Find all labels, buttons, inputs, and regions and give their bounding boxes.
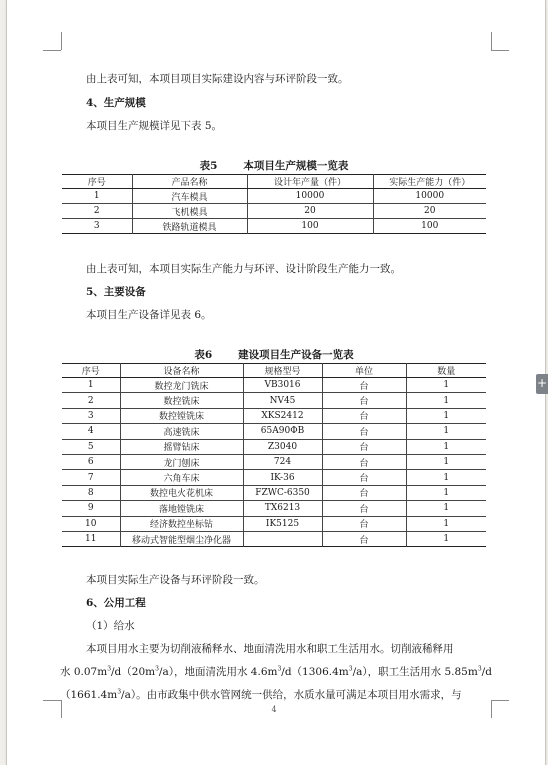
table-cell: 台 [322, 454, 406, 469]
table-cell: 铁路轨道模具 [132, 219, 247, 234]
table-cell: 六角车床 [120, 470, 243, 485]
table5-caption-number: 表5 [199, 160, 218, 172]
table-cell: 经济数控坐标钻 [120, 516, 243, 531]
table-cell: VB3016 [243, 378, 322, 393]
table5-header-row [62, 175, 486, 189]
table-cell: 台 [322, 378, 406, 393]
table-cell: 台 [322, 485, 406, 500]
table-cell: 高速铣床 [120, 424, 243, 439]
table-cell: 1 [406, 424, 486, 439]
table-cell: 台 [322, 393, 406, 408]
crop-mark-top-right-v [491, 32, 492, 50]
superscript: 3 [117, 688, 122, 696]
paragraph-equipment-consistency: 本项目实际生产设备与环评阶段一致。 [86, 574, 265, 586]
table-cell: 数控电火花机床 [120, 485, 243, 500]
table-cell: 3 [62, 408, 120, 423]
text-run: /a）。由市政集中供水管网统一供给，水质水量可满足本项目用水需求，与 [121, 689, 462, 701]
crop-mark-top-left-v [61, 32, 62, 50]
table6-caption-title: 建设项目生产设备一览表 [238, 349, 354, 361]
expand-panel-button[interactable]: + [536, 374, 548, 394]
table-cell: 台 [322, 408, 406, 423]
table-cell: 飞机模具 [132, 204, 247, 219]
table-cell: 724 [243, 454, 322, 469]
table-cell: 8 [62, 485, 120, 500]
table6-caption [60, 347, 488, 362]
paragraph-equipment-ref: 本项目生产设备详见表 6。 [86, 309, 212, 321]
paragraph-content-consistency: 由上表可知，本项目项目实际建设内容与环评阶段一致。 [86, 73, 349, 85]
heading-production-scale: 4、生产规模 [86, 97, 146, 109]
table-row [62, 204, 486, 219]
heading-main-equipment: 5、主要设备 [86, 286, 146, 298]
table-cell: 10 [62, 516, 120, 531]
paragraph-water-usage-cont [60, 665, 492, 679]
superscript: 3 [277, 665, 282, 673]
table-cell: 1 [406, 378, 486, 393]
crop-mark-top-left-h [43, 50, 61, 51]
table-cell: 1 [406, 516, 486, 531]
text-run: （1661.4m [60, 689, 118, 701]
table-cell: 10000 [373, 189, 486, 204]
table-cell: Z3040 [243, 439, 322, 454]
table-cell [243, 531, 322, 546]
table-cell: 龙门刨床 [120, 454, 243, 469]
table-cell: 3 [62, 219, 132, 234]
table5-caption [60, 158, 488, 173]
table-cell: 1 [406, 393, 486, 408]
table-row [62, 501, 486, 516]
table5-header-cell: 产品名称 [132, 175, 247, 189]
table-cell: 6 [62, 454, 120, 469]
table-cell: 1 [406, 485, 486, 500]
table-row [62, 189, 486, 204]
table-cell: 1 [62, 189, 132, 204]
table5-header-cell: 序号 [62, 175, 132, 189]
table6-header-row [62, 364, 486, 378]
crop-mark-bottom-left-h [43, 700, 61, 701]
table6-header-cell: 数量 [406, 364, 486, 378]
table6-header-cell: 单位 [322, 364, 406, 378]
table-cell: 9 [62, 501, 120, 516]
table-row [62, 439, 486, 454]
table-cell: 数控镗铣床 [120, 408, 243, 423]
table-cell: 5 [62, 439, 120, 454]
table-cell: 台 [322, 424, 406, 439]
table6-caption-number: 表6 [194, 349, 213, 361]
table-row [62, 424, 486, 439]
text-run: /a），地面清洗用水 4.6m [158, 666, 278, 678]
paragraph-scale-ref: 本项目生产规模详见下表 5。 [86, 120, 223, 132]
crop-mark-bottom-right-h [491, 700, 509, 701]
table-row [62, 219, 486, 234]
text-run: 水 0.07m [60, 666, 108, 678]
table-cell: 20 [373, 204, 486, 219]
superscript: 3 [348, 665, 353, 673]
subheading-water-supply: （1）给水 [86, 620, 135, 632]
table-cell: 1 [62, 378, 120, 393]
text-run: /a），职工生活用水 5.85m [352, 666, 478, 678]
table-row [62, 531, 486, 546]
table-cell: 1 [406, 470, 486, 485]
table-cell: IK-36 [243, 470, 322, 485]
table6-header-cell: 设备名称 [120, 364, 243, 378]
table5-header-cell: 设计年产量（件） [247, 175, 373, 189]
table-cell: 汽车模具 [132, 189, 247, 204]
table-cell: TX6213 [243, 501, 322, 516]
paragraph-capacity-consistency: 由上表可知，本项目实际生产能力与环评、设计阶段生产能力一致。 [86, 263, 401, 275]
table-row [62, 378, 486, 393]
table5-caption-title: 本项目生产规模一览表 [243, 160, 349, 172]
table6-header-cell: 序号 [62, 364, 120, 378]
table-cell: 1 [406, 439, 486, 454]
table-cell: 20 [247, 204, 373, 219]
table-cell: 台 [322, 516, 406, 531]
table-cell: 100 [373, 219, 486, 234]
table-cell: 台 [322, 439, 406, 454]
superscript: 3 [477, 665, 482, 673]
table-cell: 台 [322, 501, 406, 516]
table-row [62, 470, 486, 485]
table-cell: 1 [406, 501, 486, 516]
text-run: /d（1306.4m [281, 666, 349, 678]
table-cell: 10000 [247, 189, 373, 204]
table-cell: 1 [406, 531, 486, 546]
table-cell: 移动式智能型烟尘净化器 [120, 531, 243, 546]
table-cell: 65A90ΦB [243, 424, 322, 439]
table-cell: 2 [62, 393, 120, 408]
table-cell: 台 [322, 470, 406, 485]
paragraph-water-usage: 本项目用水主要为切削液稀释水、地面清洗用水和职工生活用水。切削液稀释用 [86, 643, 454, 655]
text-run: /d（20m [111, 666, 156, 678]
table-row [62, 408, 486, 423]
paragraph-water-supply-source [60, 688, 488, 702]
table-cell: 落地镗铣床 [120, 501, 243, 516]
table-cell: XKS2412 [243, 408, 322, 423]
table-cell: 数控龙门铣床 [120, 378, 243, 393]
crop-mark-top-right-h [491, 50, 509, 51]
table-cell: 7 [62, 470, 120, 485]
table-row [62, 393, 486, 408]
table-cell: 1 [406, 408, 486, 423]
table6-equipment [62, 363, 486, 547]
table-cell: 摇臂钻床 [120, 439, 243, 454]
page-number: 4 [271, 705, 277, 714]
table5-production-scale [62, 174, 486, 234]
table-cell: 2 [62, 204, 132, 219]
table-cell: 数控铣床 [120, 393, 243, 408]
text-run: /d [481, 666, 492, 678]
table-cell: 100 [247, 219, 373, 234]
table-cell: 4 [62, 424, 120, 439]
table-row [62, 516, 486, 531]
table-cell: 台 [322, 531, 406, 546]
table-cell: NV45 [243, 393, 322, 408]
table6-header-cell: 规格型号 [243, 364, 322, 378]
table-cell: FZWC-6350 [243, 485, 322, 500]
superscript: 3 [155, 665, 159, 673]
table-row [62, 485, 486, 500]
superscript: 3 [107, 665, 112, 673]
table5-header-cell: 实际生产能力（件） [373, 175, 486, 189]
table-cell: 1 [406, 454, 486, 469]
table-row [62, 454, 486, 469]
table-cell: IK5125 [243, 516, 322, 531]
heading-utilities: 6、公用工程 [86, 597, 146, 609]
table-cell: 11 [62, 531, 120, 546]
